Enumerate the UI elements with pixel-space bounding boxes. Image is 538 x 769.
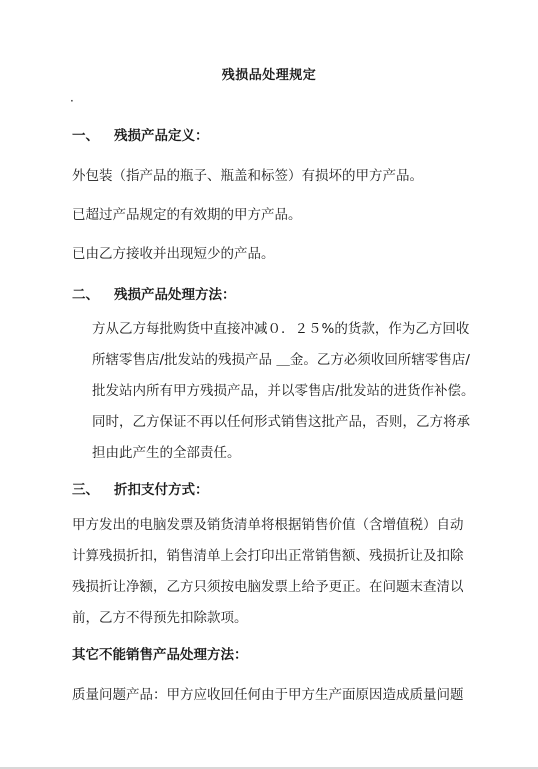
section2-heading-text: 残损产品处理方法： <box>114 287 236 303</box>
section1-item-1: 外包装（指产品的瓶子、瓶盖和标签）有损坏的甲方产品。 <box>72 168 423 184</box>
section3-number: 三、 <box>72 482 99 498</box>
section2-line: 担由此产生的全部责任。 <box>92 445 241 461</box>
section3-heading <box>72 478 209 498</box>
section1-number: 一、 <box>72 128 99 144</box>
section3-line: 前，乙方不得预先扣除款项。 <box>72 610 248 626</box>
section2-heading <box>72 283 236 303</box>
paragraph-mark: · <box>70 94 74 108</box>
section2-paragraph <box>92 314 482 469</box>
section2-line: 方从乙方每批购货中直接冲减０．２５%的货款，作为乙方回收 <box>92 321 470 337</box>
document-title: 残损品处理规定 <box>221 68 317 83</box>
section1-heading <box>72 124 209 144</box>
section2-line: 批发站内所有甲方残损产品，并以零售店/批发站的进货作补偿。 <box>92 383 475 399</box>
section2-line: 同时，乙方保证不再以任何形式销售这批产品，否则，乙方将承 <box>92 414 470 430</box>
section4-heading: 其它不能销售产品处理方法： <box>72 647 248 663</box>
section3-line: 残损折让净额，乙方只须按电脑发票上给予更正。在问题末查清以 <box>72 579 464 595</box>
section1-item-3: 已由乙方接收并出现短少的产品。 <box>72 246 275 262</box>
section1-heading-text: 残损产品定义： <box>114 128 209 144</box>
section3-heading-text: 折扣支付方式： <box>114 482 209 498</box>
section3-line: 计算残损折扣，销售清单上会打印出正常销售额、残损折让及扣除 <box>72 548 464 564</box>
section2-line: 所辖零售店/批发站的残损产品 ＿金。乙方必须收回所辖零售店/ <box>92 352 470 368</box>
section1-item-2: 已超过产品规定的有效期的甲方产品。 <box>72 207 302 223</box>
section3-line: 甲方发出的电脑发票及销货清单将根据销售价值（含增值税）自动 <box>72 517 464 533</box>
section3-paragraph <box>72 510 484 634</box>
section4-first-line: 质量问题产品：甲方应收回任何由于甲方生产面原因造成质量问题 <box>72 687 464 703</box>
section2-number: 二、 <box>72 287 99 303</box>
